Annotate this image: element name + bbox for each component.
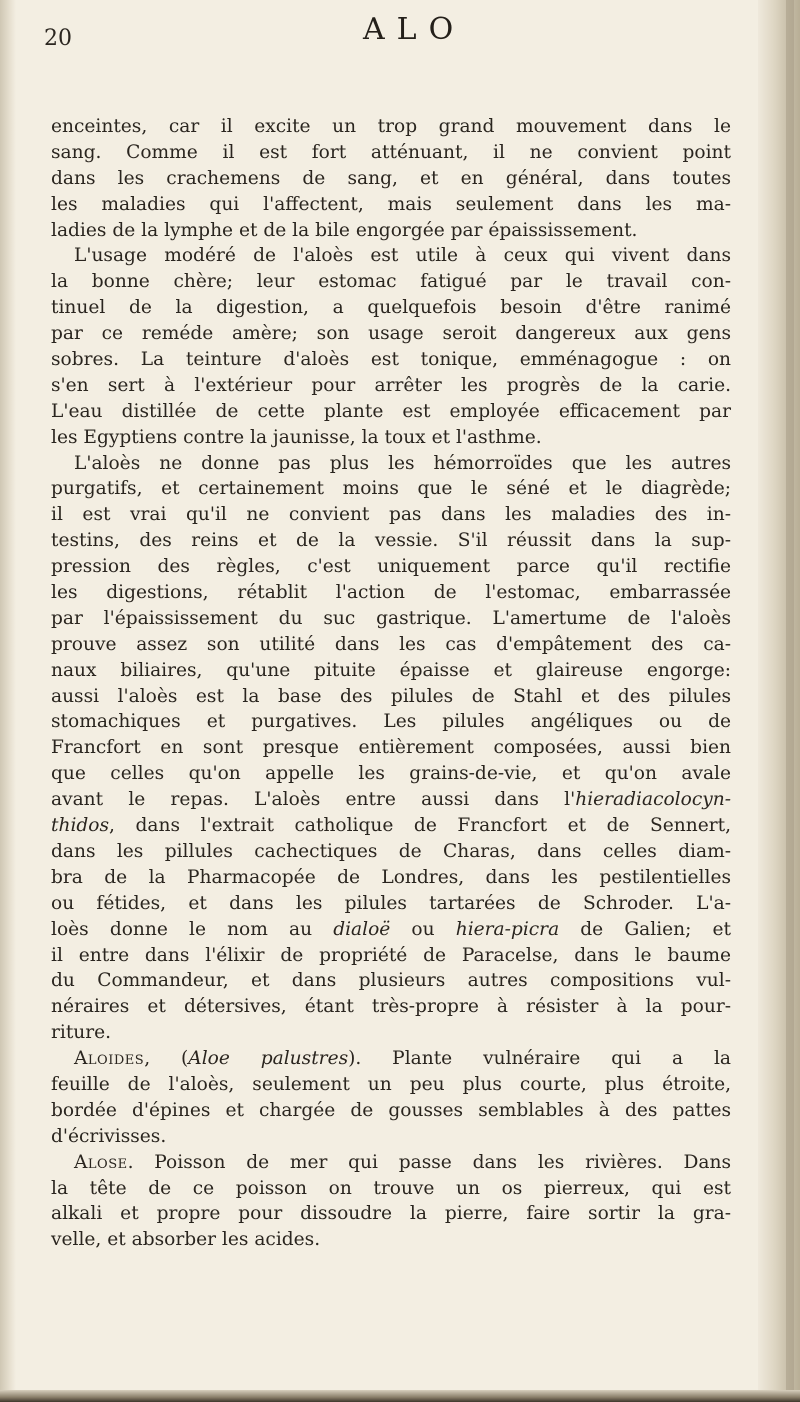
text-line: naux biliaires, qu'une pituite épaisse et glaireuse engorge:	[51, 659, 731, 681]
body-text	[51, 114, 731, 1253]
text-line: par l'épaississement du suc gastrique. L'amertume de l'aloès	[51, 607, 731, 629]
text-line: pression des règles, c'est uniquement parce qu'il rectifie	[51, 556, 731, 578]
text-line: avant le repas. L'aloès entre aussi dans l'hieradiacolocyn-	[51, 789, 731, 811]
text-line: la tête de ce poisson on trouve un os pierreux, qui est	[51, 1177, 731, 1199]
text-line: feuille de l'aloès, seulement un peu plus courte, plus étroite,	[51, 1073, 731, 1095]
text-line: les digestions, rétablit l'action de l'estomac, embarrassée	[51, 582, 731, 604]
running-head: ALO	[363, 12, 466, 47]
text-line: que celles qu'on appelle les grains-de-vie, et qu'on avale	[51, 763, 731, 785]
italic-term: hiera-picra	[455, 918, 560, 940]
text-line: enceintes, car il excite un trop grand mouvement dans le	[51, 116, 731, 137]
text-line: testins, des reins et de la vessie. S'il réussit dans la sup-	[51, 530, 731, 552]
page-header	[44, 12, 744, 62]
italic-term: thidos	[51, 815, 110, 837]
text-line: la bonne chère; leur estomac fatigué par le travail con-	[51, 271, 731, 293]
text-line: d'écrivisses.	[51, 1125, 167, 1147]
page-bottom-edge	[0, 1390, 800, 1402]
text-line: loès donne le nom au dialoë ou hiera-picra de Galien; et	[51, 918, 731, 940]
text-line: dans les pillules cachectiques de Charas, dans celles diam-	[51, 840, 731, 862]
text-line: sang. Comme il est fort atténuant, il ne convient point	[51, 141, 731, 163]
page-number: 20	[44, 26, 72, 51]
text-line: stomachiques et purgatives. Les pilules angéliques ou de	[51, 711, 731, 733]
text-line: riture.	[51, 1022, 112, 1044]
paragraph-start: L'usage modéré de l'aloès est utile à ceux qui vivent dans	[74, 245, 731, 267]
entry-start-alose: Alose. Poisson de mer qui passe dans les rivières. Dans	[74, 1151, 731, 1173]
entry-start-aloides: Aloides, (Aloe palustres). Plante vulnéraire qui a la	[74, 1048, 731, 1070]
text-line: il entre dans l'élixir de propriété de Paracelse, dans le baume	[51, 944, 731, 966]
text-line: il est vrai qu'il ne convient pas dans les maladies des in-	[51, 504, 731, 526]
text-line: prouve assez son utilité dans les cas d'empâtement des ca-	[51, 633, 731, 655]
text-line: bra de la Pharmacopée de Londres, dans les pestilentielles	[51, 866, 731, 888]
text-line: ladies de la lymphe et de la bile engorgée par épaississement.	[51, 219, 638, 241]
text-line: par ce reméde amère; son usage seroit dangereux aux gens	[51, 323, 731, 345]
page-binding-strip	[786, 0, 794, 1402]
italic-term: dialoë	[333, 918, 391, 940]
entry-headword: Alose	[74, 1151, 128, 1173]
text-line: tinuel de la digestion, a quelquefois besoin d'être ranimé	[51, 297, 731, 319]
text-line: sobres. La teinture d'aloès est tonique, emménagogue : on	[51, 349, 731, 371]
text-line: Francfort en sont presque entièrement composées, aussi bien	[51, 737, 731, 759]
text-line: ou fétides, et dans les pilules tartarées de Schroder. L'a-	[51, 892, 731, 914]
entry-headword: Aloides	[74, 1048, 145, 1070]
text-line: aussi l'aloès est la base des pilules de Stahl et des pilules	[51, 685, 731, 707]
text-line: bordée d'épines et chargée de gousses semblables à des pattes	[51, 1099, 731, 1121]
text-line: les maladies qui l'affectent, mais seulement dans les ma-	[51, 193, 731, 215]
text-line: thidos, dans l'extrait catholique de Francfort et de Sennert,	[51, 815, 731, 837]
text-line: velle, et absorber les acides.	[51, 1229, 321, 1251]
text-line: L'eau distillée de cette plante est employée efficacement par	[51, 400, 731, 422]
text-line: s'en sert à l'extérieur pour arrêter les progrès de la carie.	[51, 374, 731, 396]
italic-term: hieradiacolocyn-	[575, 789, 731, 811]
text-line: néraires et détersives, étant très-propre à résister à la pour-	[51, 996, 731, 1018]
text-line: purgatifs, et certainement moins que le séné et le diagrède;	[51, 478, 731, 500]
text-line: du Commandeur, et dans plusieurs autres compositions vul-	[51, 970, 731, 992]
paragraph-start: L'aloès ne donne pas plus les hémorroïdes que les autres	[74, 452, 731, 474]
text-line: dans les crachemens de sang, et en général, dans toutes	[51, 167, 731, 189]
text-line: alkali et propre pour dissoudre la pierre, faire sortir la gra-	[51, 1203, 731, 1225]
page-gutter-shadow	[0, 0, 16, 1402]
text-line: les Egyptiens contre la jaunisse, la toux et l'asthme.	[51, 426, 542, 448]
italic-term: Aloe palustres	[188, 1048, 349, 1070]
